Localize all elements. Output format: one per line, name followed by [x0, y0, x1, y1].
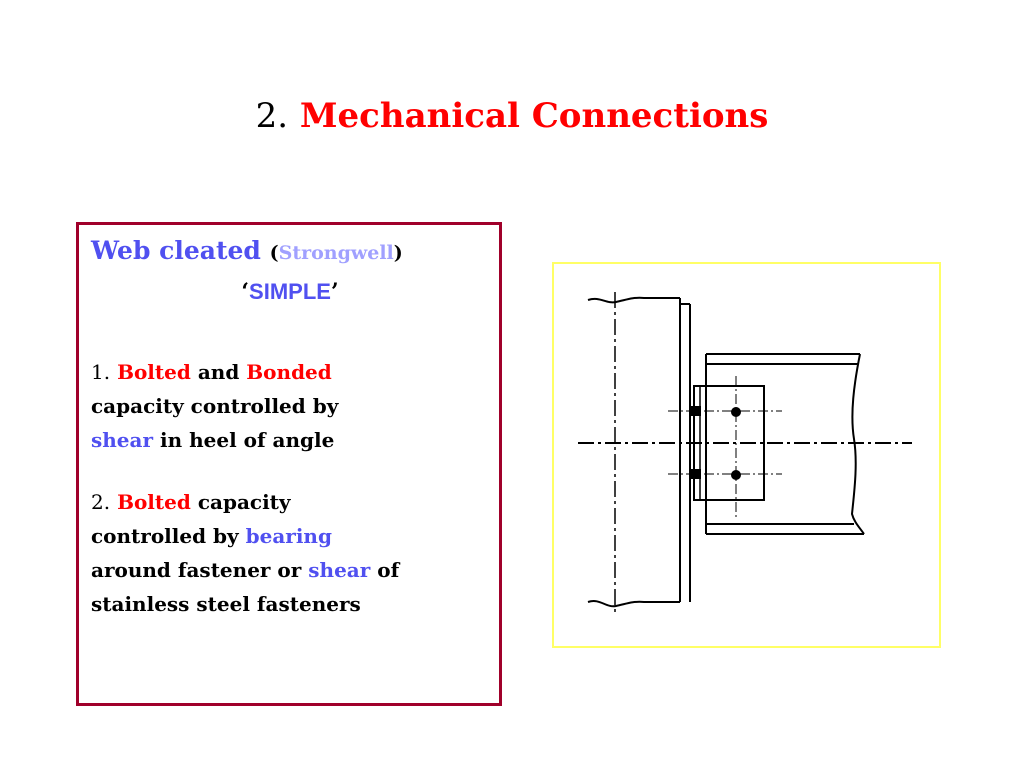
point-1-bonded: Bonded [246, 360, 332, 384]
web-bolt-2 [731, 470, 741, 480]
simple-word: SIMPLE [249, 279, 331, 304]
heading-main: Web cleated [91, 236, 261, 265]
connection-diagram [552, 262, 941, 648]
point-2-last: stainless steel fasteners [91, 592, 361, 616]
point-2-number: 2. [91, 490, 111, 514]
web-cleat-drawing [554, 264, 943, 650]
point-2-bearing: bearing [245, 524, 332, 548]
point-1-number: 1. [91, 360, 111, 384]
heading-open-paren: ( [269, 242, 279, 264]
point-2-shear: shear [308, 558, 371, 582]
column-bottom-break-line [588, 601, 680, 606]
point-1-bolted: Bolted [117, 360, 191, 384]
point-1-line2: capacity controlled by [91, 394, 339, 418]
point-2 [91, 485, 489, 621]
column-top-break-line [588, 298, 680, 303]
point-2-of: of [377, 558, 400, 582]
simple-label [91, 275, 489, 309]
flange-bolt-2 [691, 469, 701, 479]
point-1-rest: in heel of angle [160, 428, 335, 452]
web-bolt-1 [731, 407, 741, 417]
simple-close-quote: ’ [330, 279, 339, 305]
point-2-around: around fastener or [91, 558, 302, 582]
title-number: 2. [255, 96, 289, 136]
heading-close-paren: ) [393, 242, 403, 264]
title-text: Mechanical Connections [299, 96, 769, 136]
flange-bolt-1 [691, 406, 701, 416]
point-2-capacity: capacity [197, 490, 291, 514]
point-1-and: and [197, 360, 240, 384]
point-1-shear: shear [91, 428, 154, 452]
heading-source: Strongwell [278, 242, 394, 264]
connection-heading [91, 233, 489, 271]
point-2-bolted: Bolted [117, 490, 191, 514]
text-box [76, 222, 502, 706]
point-2-controlled-by: controlled by [91, 524, 239, 548]
simple-open-quote: ‘ [241, 279, 250, 305]
point-1 [91, 355, 489, 457]
slide-title [0, 92, 1024, 140]
